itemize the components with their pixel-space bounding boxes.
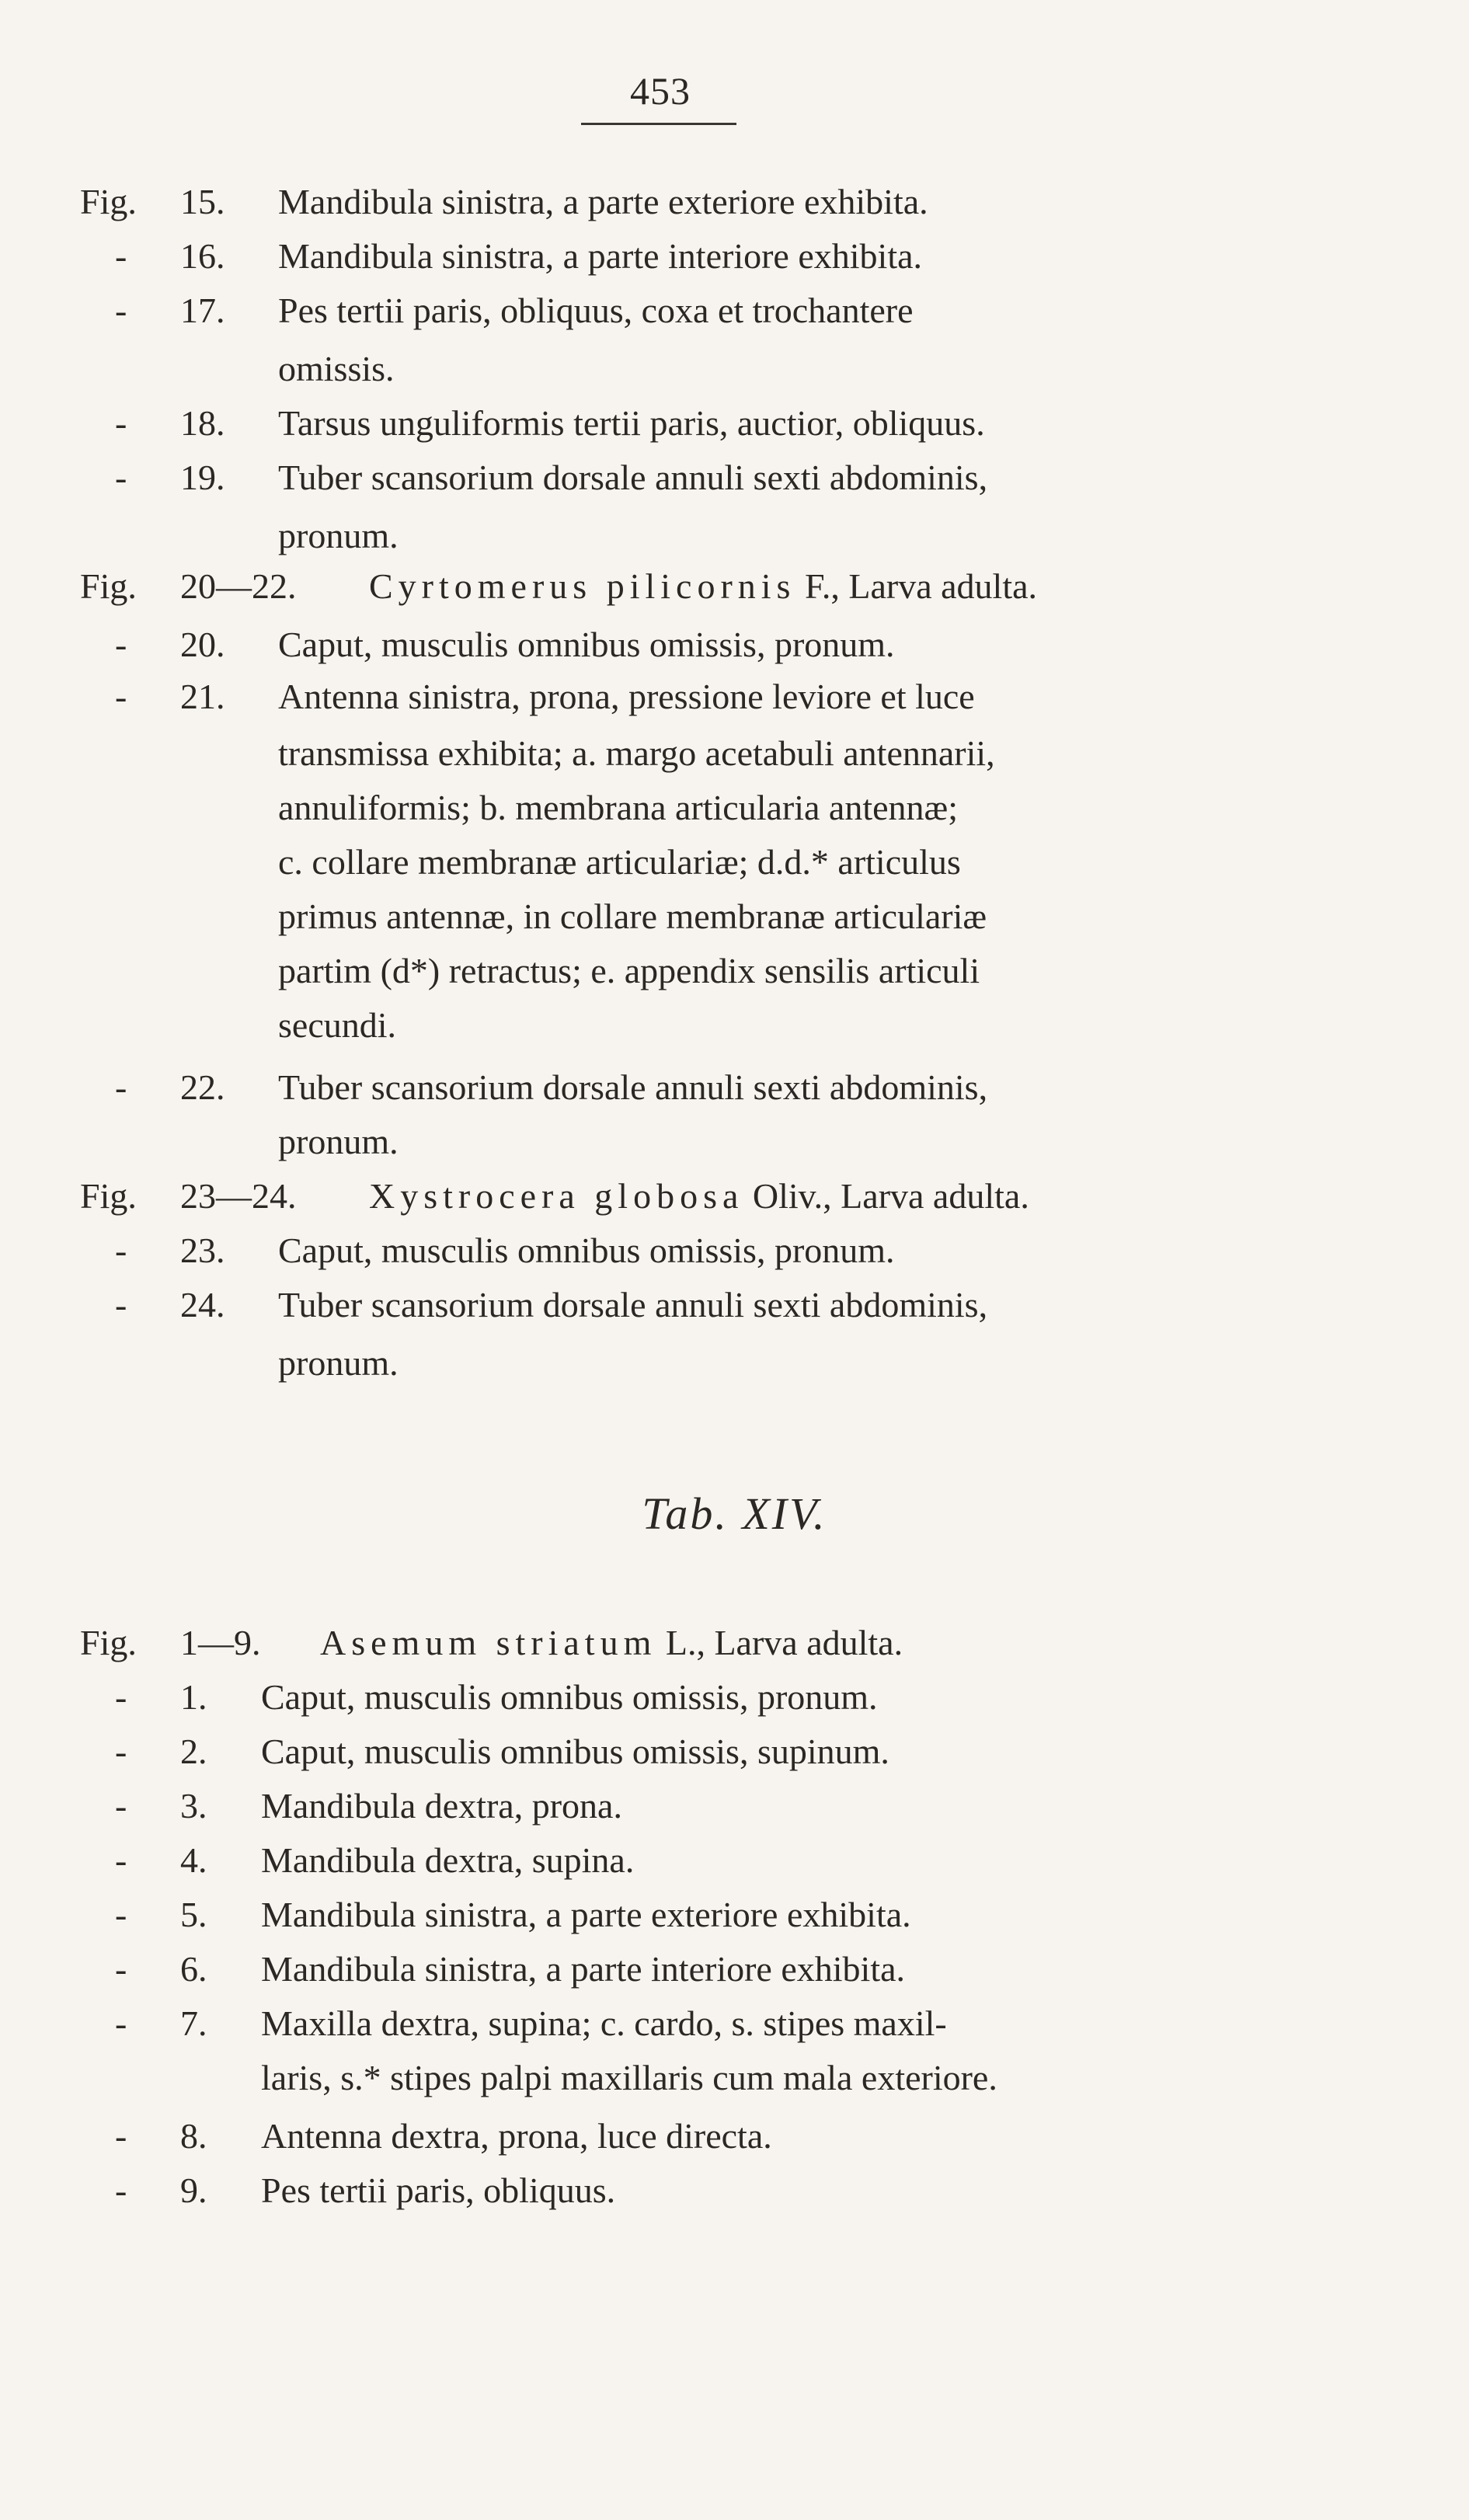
fig-range: 20—22. xyxy=(180,566,297,606)
species-name: Asemum striatum xyxy=(320,1623,657,1662)
fig-description: Mandibula sinistra, a parte interiore exhibita. xyxy=(278,236,923,276)
figure-entry xyxy=(0,1670,1469,1725)
fig-number: 3. xyxy=(180,1786,207,1826)
page-number: 453 xyxy=(630,69,691,113)
fig-label: Fig. xyxy=(80,1176,137,1216)
fig-number: 16. xyxy=(180,236,225,276)
figure-entry xyxy=(0,229,1469,284)
fig-number: 21. xyxy=(180,677,225,716)
fig-number: 17. xyxy=(180,291,225,330)
fig-number: 8. xyxy=(180,2116,207,2156)
figure-group-entry xyxy=(0,559,1469,614)
fig-description: Antenna dextra, prona, luce directa. xyxy=(261,2116,772,2156)
continuation-line xyxy=(0,1336,1469,1391)
ditto-mark: - xyxy=(115,625,127,664)
fig-range: 1—9. xyxy=(180,1623,261,1662)
species-name: Xystrocera globosa xyxy=(369,1176,744,1216)
fig-label: Fig. xyxy=(80,1623,137,1662)
figure-entry xyxy=(0,1060,1469,1115)
fig-number: 1. xyxy=(180,1677,207,1717)
ditto-mark: - xyxy=(115,1067,127,1107)
continuation-line xyxy=(0,835,1469,889)
fig-description-cont: secundi. xyxy=(278,1005,397,1045)
ditto-mark: - xyxy=(115,2116,127,2156)
figure-entry xyxy=(0,670,1469,724)
fig-description-cont: primus antennæ, in collare membranæ articulariæ xyxy=(278,896,987,936)
figure-entry xyxy=(0,1779,1469,1833)
ditto-mark: - xyxy=(115,403,127,443)
ditto-mark: - xyxy=(115,1786,127,1826)
fig-number: 6. xyxy=(180,1949,207,1989)
ditto-mark: - xyxy=(115,236,127,276)
fig-description: Tuber scansorium dorsale annuli sexti abdominis, xyxy=(278,1285,988,1324)
continuation-line xyxy=(0,1115,1469,1169)
figure-group-entry xyxy=(0,1616,1469,1670)
figure-entry xyxy=(0,1725,1469,1779)
fig-description-cont: c. collare membranæ articulariæ; d.d.* articulus xyxy=(278,842,961,882)
figure-entry xyxy=(0,2109,1469,2163)
ditto-mark: - xyxy=(115,2170,127,2210)
continuation-line xyxy=(0,509,1469,563)
fig-number: 5. xyxy=(180,1895,207,1934)
fig-number: 4. xyxy=(180,1840,207,1880)
fig-description-cont: omissis. xyxy=(278,349,395,388)
fig-description: Pes tertii paris, obliquus. xyxy=(261,2170,616,2210)
fig-description: Tuber scansorium dorsale annuli sexti abdominis, xyxy=(278,458,988,497)
figure-entry xyxy=(0,284,1469,338)
figure-entry xyxy=(0,396,1469,451)
fig-description-cont: pronum. xyxy=(278,516,399,555)
figure-group-entry xyxy=(0,1169,1469,1223)
fig-label: Fig. xyxy=(80,182,137,221)
species-name: Cyrtomerus pilicornis xyxy=(369,566,796,606)
fig-number: 24. xyxy=(180,1285,225,1324)
continuation-line xyxy=(0,726,1469,781)
fig-description-cont: pronum. xyxy=(278,1122,399,1161)
ditto-mark: - xyxy=(115,1895,127,1934)
ditto-mark: - xyxy=(115,1230,127,1270)
fig-description: Tarsus unguliformis tertii paris, auctior, obliquus. xyxy=(278,403,985,443)
continuation-line xyxy=(0,342,1469,396)
fig-description: Caput, musculis omnibus omissis, pronum. xyxy=(278,625,895,664)
fig-description: Mandibula sinistra, a parte exteriore exhibita. xyxy=(261,1895,911,1934)
fig-description: Tuber scansorium dorsale annuli sexti abdominis, xyxy=(278,1067,988,1107)
ditto-mark: - xyxy=(115,1285,127,1324)
fig-description: Mandibula dextra, prona. xyxy=(261,1786,622,1826)
fig-description: Mandibula sinistra, a parte interiore exhibita. xyxy=(261,1949,906,1989)
fig-description: Mandibula sinistra, a parte exteriore exhibita. xyxy=(278,182,928,221)
figure-entry xyxy=(0,175,1469,229)
fig-range: 23—24. xyxy=(180,1176,297,1216)
ditto-mark: - xyxy=(115,1949,127,1989)
fig-number: 23. xyxy=(180,1230,225,1270)
figure-entry xyxy=(0,1888,1469,1942)
fig-description-cont: annuliformis; b. membrana articularia antennæ; xyxy=(278,788,958,827)
continuation-line xyxy=(0,2051,1469,2105)
ditto-mark: - xyxy=(115,1732,127,1771)
fig-number: 9. xyxy=(180,2170,207,2210)
figure-entry xyxy=(0,2163,1469,2218)
continuation-line xyxy=(0,944,1469,998)
species-author-stage: Oliv., Larva adulta. xyxy=(752,1176,1029,1216)
fig-number: 20. xyxy=(180,625,225,664)
continuation-line xyxy=(0,998,1469,1053)
fig-description: Maxilla dextra, supina; c. cardo, s. stipes maxil- xyxy=(261,2003,947,2043)
fig-number: 18. xyxy=(180,403,225,443)
continuation-line xyxy=(0,889,1469,944)
page-number-rule xyxy=(581,123,736,125)
fig-description: Caput, musculis omnibus omissis, pronum. xyxy=(278,1230,895,1270)
ditto-mark: - xyxy=(115,291,127,330)
fig-description: Caput, musculis omnibus omissis, supinum. xyxy=(261,1732,889,1771)
fig-description: Mandibula dextra, supina. xyxy=(261,1840,635,1880)
figure-entry xyxy=(0,1833,1469,1888)
figure-entry xyxy=(0,451,1469,505)
ditto-mark: - xyxy=(115,2003,127,2043)
fig-number: 2. xyxy=(180,1732,207,1771)
fig-description-cont: transmissa exhibita; a. margo acetabuli antennarii, xyxy=(278,733,995,773)
figure-entry xyxy=(0,1996,1469,2051)
continuation-line xyxy=(0,781,1469,835)
fig-description: Antenna sinistra, prona, pressione leviore et luce xyxy=(278,677,975,716)
fig-number: 19. xyxy=(180,458,225,497)
species-author-stage: L., Larva adulta. xyxy=(665,1623,903,1662)
ditto-mark: - xyxy=(115,1840,127,1880)
fig-number: 7. xyxy=(180,2003,207,2043)
figure-entry xyxy=(0,1223,1469,1278)
fig-description: Caput, musculis omnibus omissis, pronum. xyxy=(261,1677,878,1717)
fig-description-cont: partim (d*) retractus; e. appendix sensilis articuli xyxy=(278,951,980,990)
fig-number: 22. xyxy=(180,1067,225,1107)
ditto-mark: - xyxy=(115,1677,127,1717)
figure-entry xyxy=(0,1942,1469,1996)
ditto-mark: - xyxy=(115,677,127,716)
ditto-mark: - xyxy=(115,458,127,497)
plate-title: Tab. XIV. xyxy=(642,1488,827,1539)
fig-number: 15. xyxy=(180,182,225,221)
figure-entry xyxy=(0,618,1469,672)
figure-entry xyxy=(0,1278,1469,1332)
fig-description-cont: pronum. xyxy=(278,1343,399,1383)
fig-description-cont: laris, s.* stipes palpi maxillaris cum mala exteriore. xyxy=(261,2058,997,2097)
fig-label: Fig. xyxy=(80,566,137,606)
species-author-stage: F., Larva adulta. xyxy=(804,566,1038,606)
fig-description: Pes tertii paris, obliquus, coxa et trochantere xyxy=(278,291,914,330)
